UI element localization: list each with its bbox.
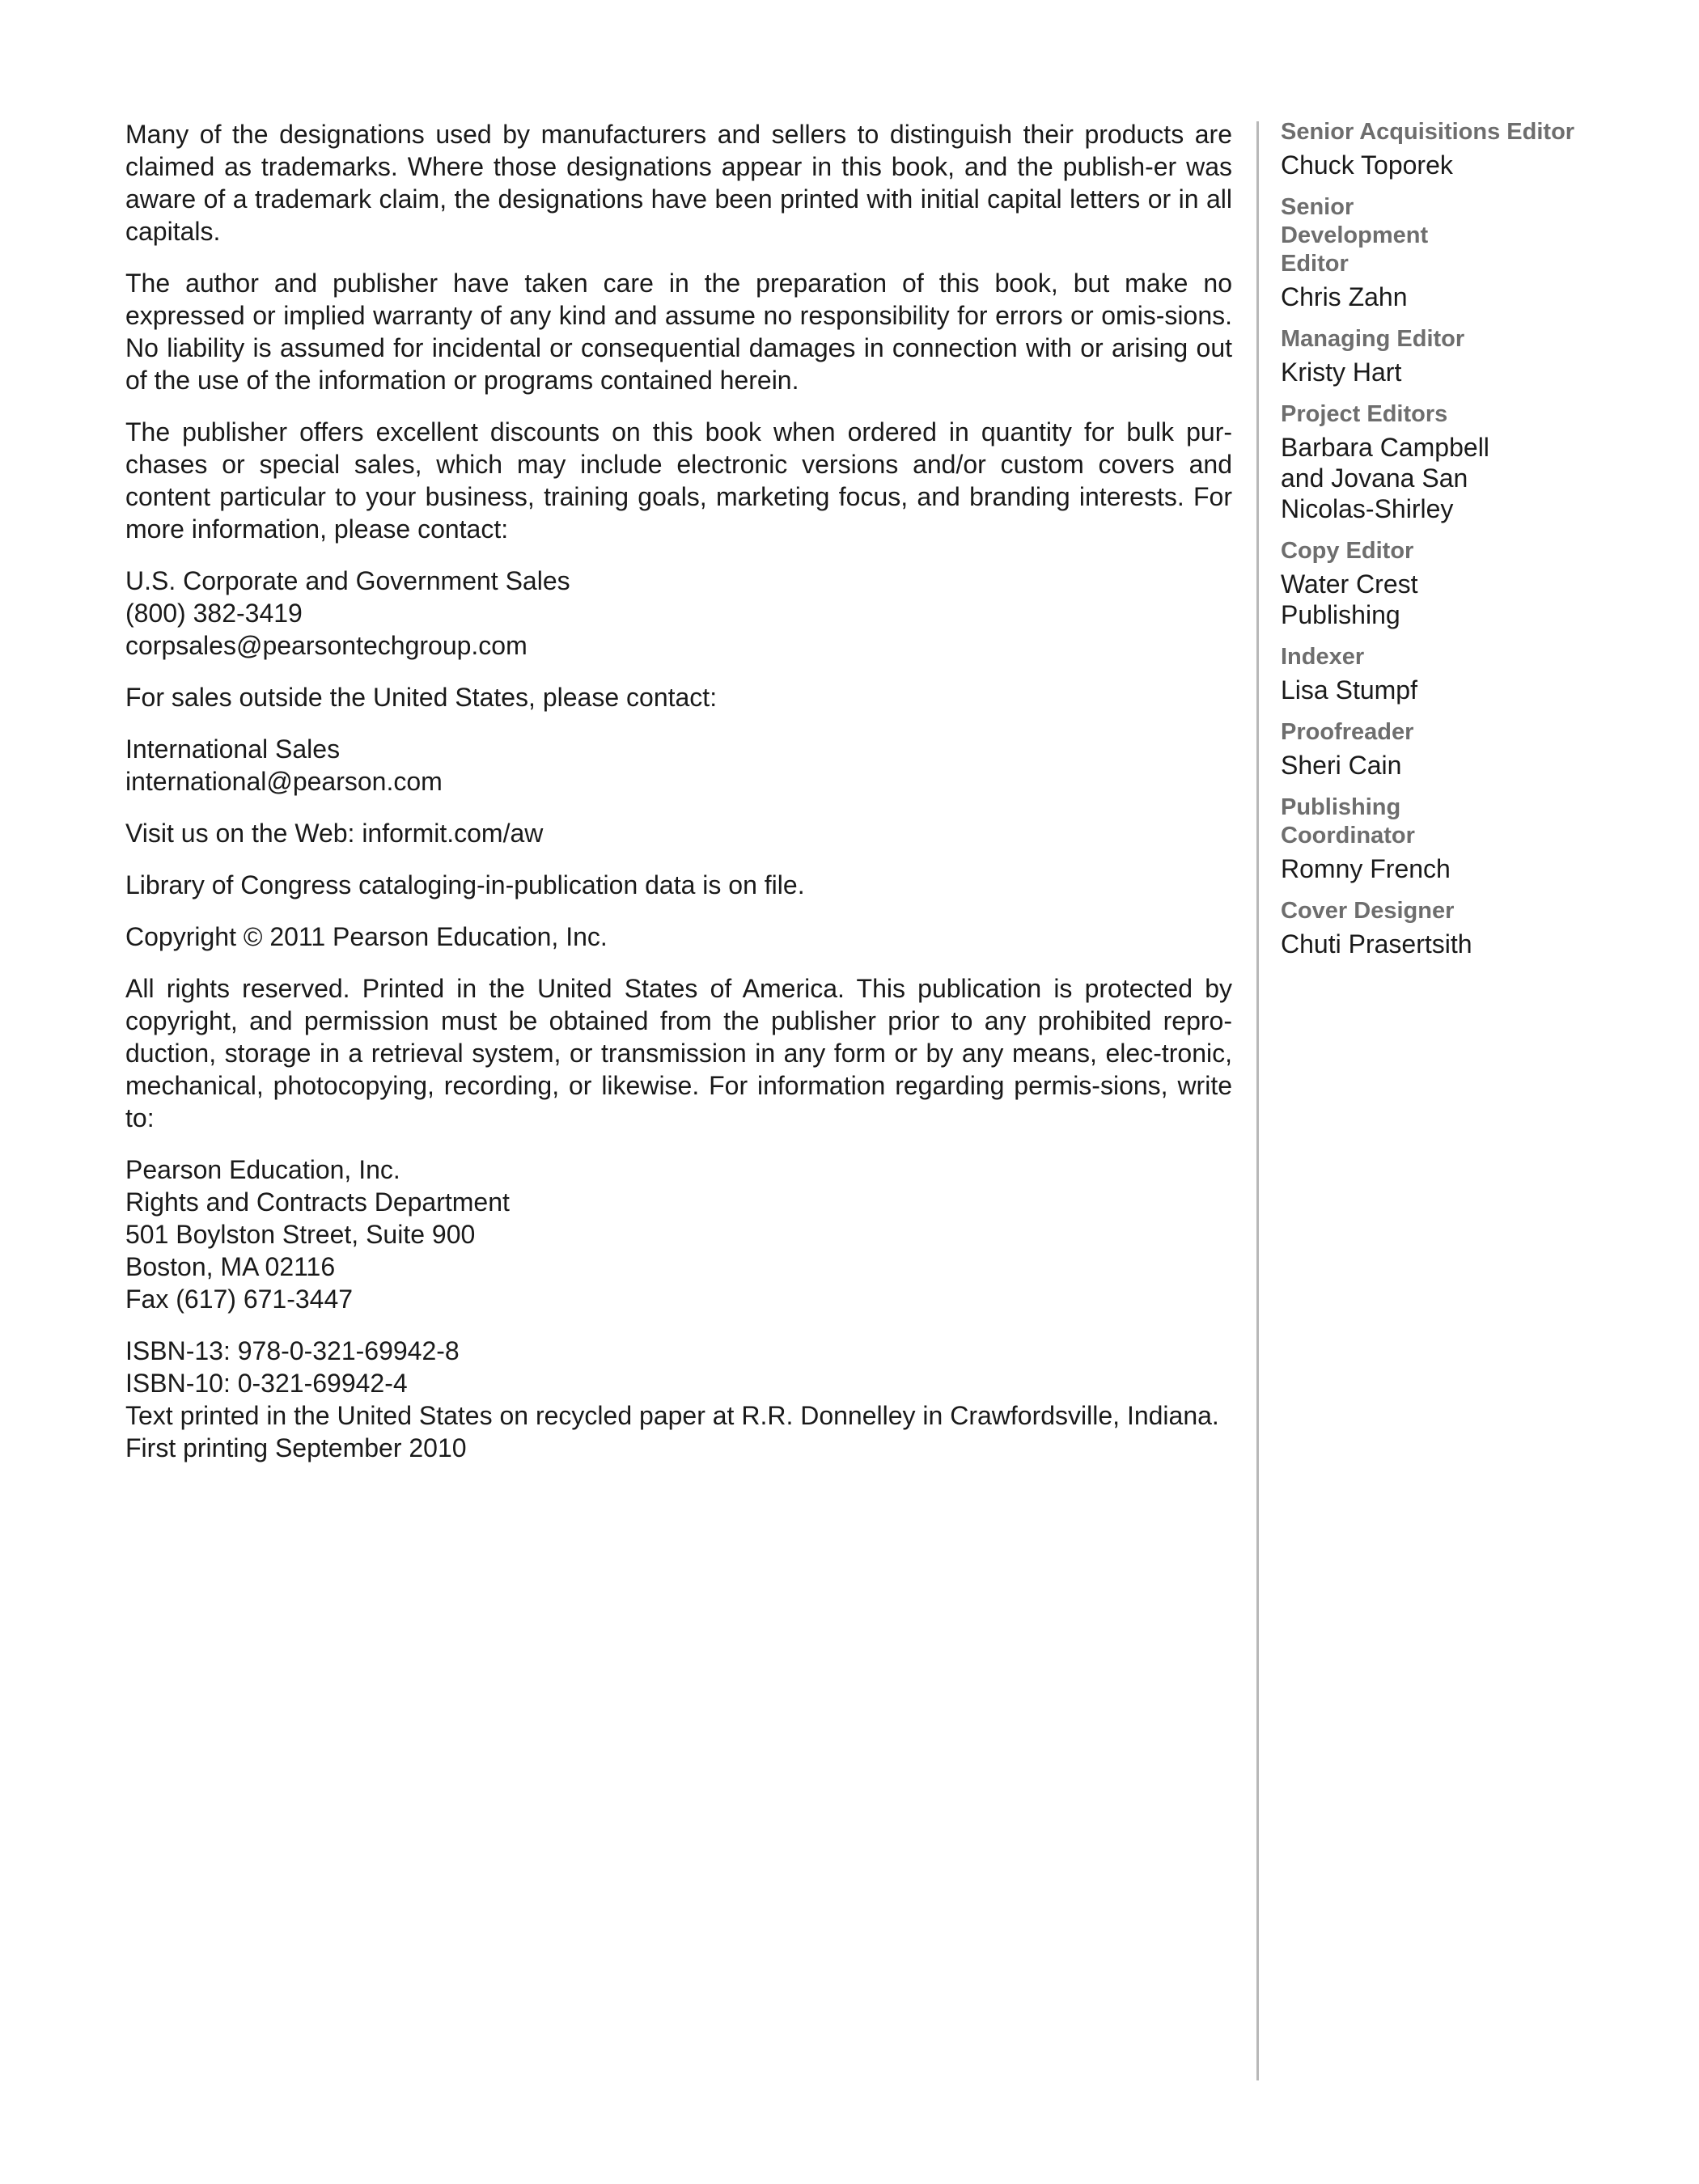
web-text: Visit us on the Web: informit.com/aw xyxy=(125,819,544,848)
address-name: Pearson Education, Inc. xyxy=(125,1155,400,1184)
credit-name: Barbara Campbell and Jovana San Nicolas-Shirley xyxy=(1281,433,1489,523)
isbn-10: ISBN-10: 0-321-69942-4 xyxy=(125,1369,408,1398)
pearson-address xyxy=(125,1153,1232,1315)
credit-name: Lisa Stumpf xyxy=(1281,675,1417,705)
credit-role: Publishing Coordinator xyxy=(1281,794,1415,849)
credit-name: Sheri Cain xyxy=(1281,751,1402,780)
column-divider xyxy=(1256,121,1259,2080)
address-city: Boston, MA 02116 xyxy=(125,1252,336,1281)
us-sales-contact xyxy=(125,565,1232,662)
credit-role: Indexer xyxy=(1281,644,1365,670)
credit-name: Water Crest Publishing xyxy=(1281,569,1418,629)
credit-name: Chuti Prasertsith xyxy=(1281,929,1472,959)
trademarks-paragraph: Many of the designations used by manufacturers and sellers to distinguish their products are claimed as trademarks. Where those designations appear in this book, and the publish-er was aware of a trademark claim, the designations have been printed with initial capital letters or in all capitals. xyxy=(125,120,1232,246)
credit-role: Cover Designer xyxy=(1281,898,1455,924)
isbn-13: ISBN-13: 978-0-321-69942-8 xyxy=(125,1336,460,1365)
credit-role: Managing Editor xyxy=(1281,326,1465,352)
loc-text: Library of Congress cataloging-in-publication data is on file. xyxy=(125,870,805,899)
credit-entry xyxy=(1281,118,1637,180)
credit-entry xyxy=(1281,325,1637,387)
outside-us-text: For sales outside the United States, please contact: xyxy=(125,683,718,712)
credit-entry xyxy=(1281,537,1637,630)
intl-sales-name: International Sales xyxy=(125,734,341,764)
credit-entry xyxy=(1281,400,1637,524)
credit-entry xyxy=(1281,193,1637,312)
us-sales-email: corpsales@pearsontechgroup.com xyxy=(125,631,527,660)
credit-name: Romny French xyxy=(1281,854,1451,883)
credit-role: Copy Editor xyxy=(1281,538,1414,564)
credit-entry xyxy=(1281,897,1637,959)
credit-name: Chuck Toporek xyxy=(1281,150,1453,180)
credit-role: Senior Development Editor xyxy=(1281,194,1429,277)
credit-entry xyxy=(1281,718,1637,781)
credit-entry xyxy=(1281,794,1637,884)
copyright-page-main xyxy=(125,118,1232,1484)
credits-sidebar xyxy=(1281,118,1637,972)
address-street: 501 Boylston Street, Suite 900 xyxy=(125,1220,476,1249)
address-department: Rights and Contracts Department xyxy=(125,1187,510,1217)
discounts-paragraph: The publisher offers excellent discounts on this book when ordered in quantity for bulk pur-chases or special sales, which may include electronic versions and/or custom covers and content particular to your business, training goals, marketing focus, and branding interests. For more information, please contact: xyxy=(125,417,1232,544)
credit-entry xyxy=(1281,643,1637,705)
us-sales-phone: (800) 382-3419 xyxy=(125,599,303,628)
printing-location: Text printed in the United States on recycled paper at R.R. Donnelley in Crawfordsville, Indiana. xyxy=(125,1401,1219,1430)
publication-info xyxy=(125,1335,1232,1464)
credit-role: Senior Acquisitions Editor xyxy=(1281,119,1575,145)
rights-paragraph: All rights reserved. Printed in the United States of America. This publication is protected by copyright, and permission must be obtained from the publisher prior to any prohibited repro-duction, storage in a retrieval system, or transmission in any form or by any means, elec-tronic, mechanical, photocopying, recording, or likewise. For information regarding permis-sions, write to: xyxy=(125,974,1232,1132)
us-sales-name: U.S. Corporate and Government Sales xyxy=(125,566,570,595)
first-printing: First printing September 2010 xyxy=(125,1433,467,1462)
credit-role: Proofreader xyxy=(1281,719,1414,745)
address-fax: Fax (617) 671-3447 xyxy=(125,1285,354,1314)
credit-role: Project Editors xyxy=(1281,401,1448,427)
intl-sales-email: international@pearson.com xyxy=(125,767,443,796)
credit-name: Chris Zahn xyxy=(1281,282,1408,311)
credit-name: Kristy Hart xyxy=(1281,358,1402,387)
copyright-text: Copyright © 2011 Pearson Education, Inc. xyxy=(125,922,608,951)
intl-sales-contact xyxy=(125,733,1232,798)
warranty-paragraph: The author and publisher have taken care in the preparation of this book, but make no expressed or implied warranty of any kind and assume no responsibility for errors or omis-sions. No liability is assumed for incidental or consequential damages in connection with or arising out of the use of the information or programs contained herein. xyxy=(125,269,1232,395)
